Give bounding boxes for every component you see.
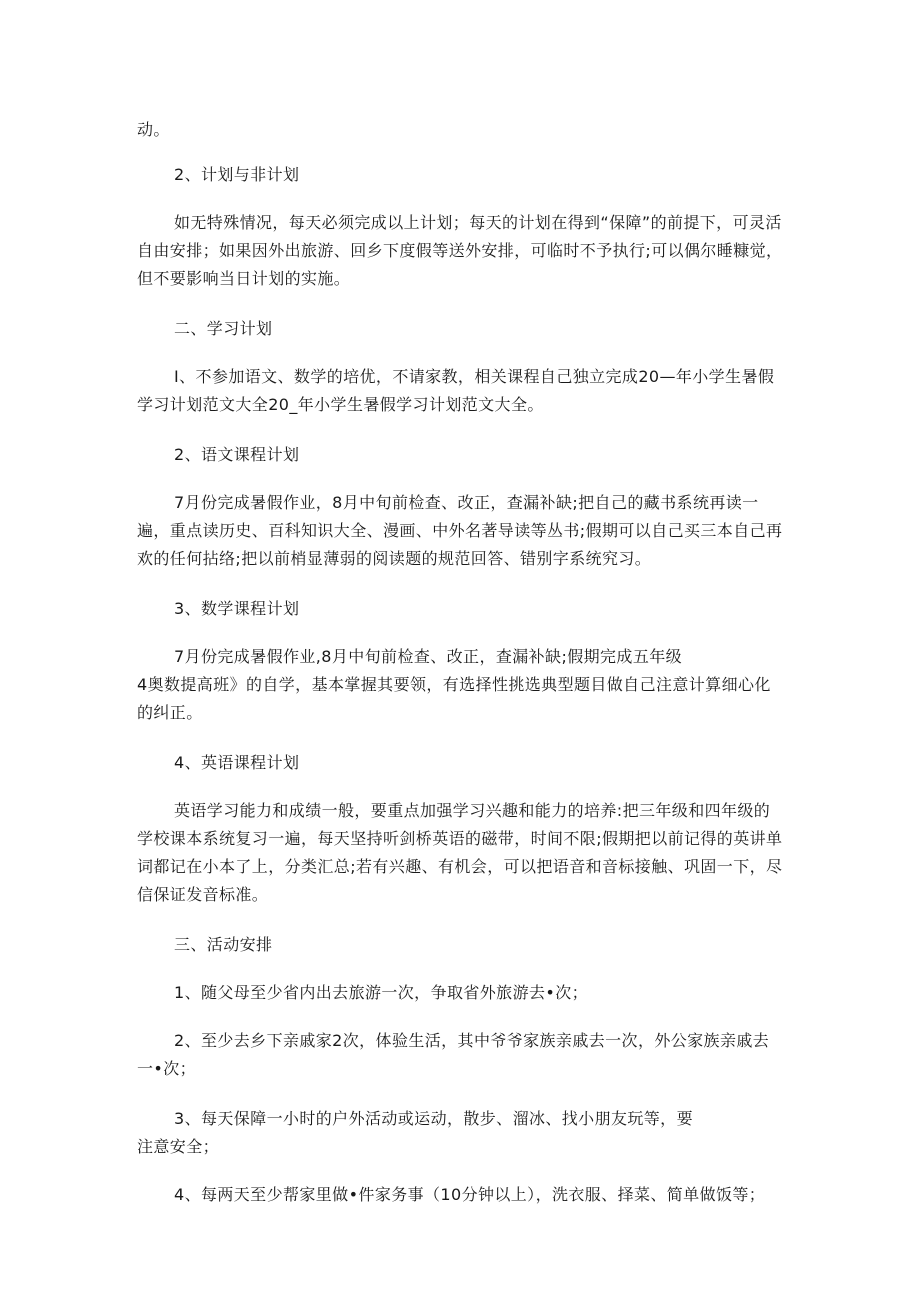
section-heading-study-plan: 二、学习计划: [174, 319, 273, 338]
paragraph-math-plan-continued: 4奥数提高班》的自学，基本掌握其要领，有选择性挑选典型题目做自己注意计算细心化的纠正。: [137, 675, 771, 722]
paragraph-continuation: 动。: [137, 120, 170, 139]
paragraph-math-plan: 7月份完成暑假作业,8月中旬前检查、改正，查漏补缺;假期完成五年级: [174, 647, 683, 666]
paragraph-english-plan: 英语学习能力和成绩一般，要重点加强学习兴趣和能力的培养:把三年级和四年级的学校课本系统复习一遍，每天坚持听剑桥英语的磁带，时间不限;假期把以前记得的英讲单词都记在小本了上，分类汇总;若有兴趣、有机会，可以把语音和音标接触、巩固一下，尽信保证发音标准。: [137, 801, 783, 904]
paragraph-no-tutoring: I、不参加语文、数学的培优，不请家教，相关课程自己独立完成20—年小学生暑假学习计划范文大全20_年小学生暑假学习计划范文大全。: [137, 367, 775, 414]
activity-item-outdoor-continued: 注意安全；: [137, 1137, 220, 1156]
section-heading-activities: 三、活动安排: [174, 935, 273, 954]
activity-item-visit-relatives: 2、至少去乡下亲戚家2次，体验生活，其中爷爷家族亲戚去一次，外公家族亲戚去一•次；: [137, 1031, 770, 1078]
activity-item-outdoor: 3、每天保障一小时的户外活动或运动，散步、溜冰、找小朋友玩等，要: [174, 1109, 693, 1128]
paragraph-chinese-plan: 7月份完成暑假作业，8月中旬前检查、改正，查漏补缺;把自己的藏书系统再读一遍，重点读历史、百科知识大全、漫画、中外名著导读等丛书;假期可以自己买三本自己再欢的任何拈络;把以前梢显薄弱的阅读题的规范回答、错别字系统究习。: [137, 493, 783, 568]
activity-item-housework: 4、每两天至少帮家里做•件家务事（10分钟以上），洗衣服、择菜、简单做饭等；: [174, 1185, 766, 1204]
heading-plan-vs-nonplan: 2、计划与非计划: [174, 165, 300, 184]
heading-english-plan: 4、英语课程计划: [174, 753, 300, 772]
document-body: [137, 116, 785, 1209]
paragraph-plan-flexibility: 如无特殊情况，每天必须完成以上计划；每天的计划在得到“保障”的前提下，可灵活自由安排；如果因外出旅游、回乡下度假等送外安排，可临时不予执行;可以偶尔睡糠觉，但不要影响当日计划的实施。: [137, 213, 783, 288]
heading-chinese-plan: 2、语文课程计划: [174, 445, 300, 464]
heading-math-plan: 3、数学课程计划: [174, 599, 300, 618]
activity-item-travel: 1、随父母至少省内出去旅游一次，争取省外旅游去•次；: [174, 983, 589, 1002]
